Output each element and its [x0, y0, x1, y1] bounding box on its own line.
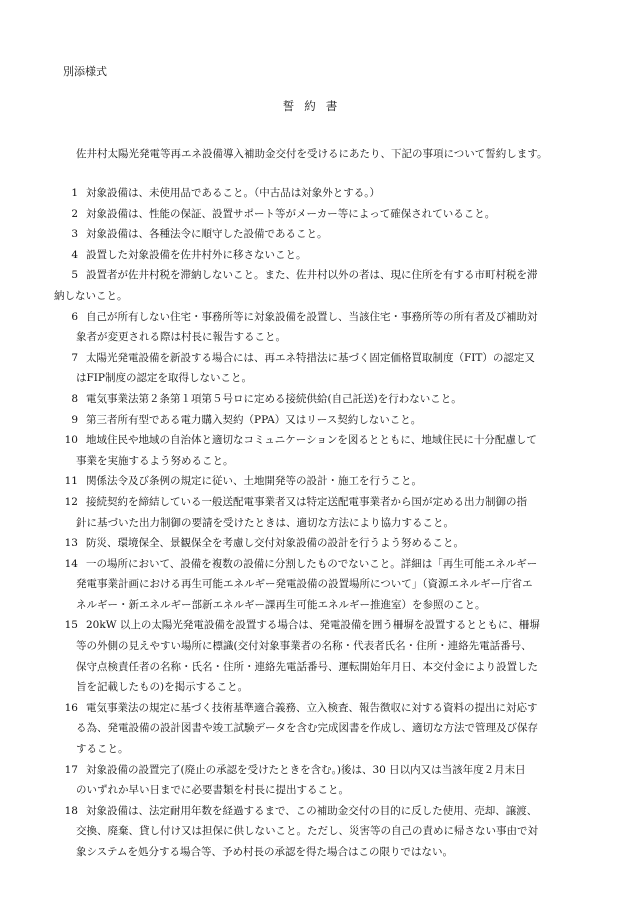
pledge-item — [62, 224, 592, 245]
intro-paragraph: 佐井村太陽光発電等再エネ設備導入補助金交付を受けるにあたり、下記の事項について誓約します。 — [76, 148, 548, 160]
pledge-item-number: 6 — [71, 310, 78, 323]
pledge-item-number: 9 — [71, 413, 78, 426]
pledge-item-text: 交換、廃棄、貸し付け又は担保に供しないこと。ただし、災害等の自己の責めに帰さない事由で対 — [76, 825, 538, 838]
pledge-item — [62, 430, 592, 471]
pledge-item-text: 一の場所において、設備を複数の設備に分割したものでないこと。詳細は「再生可能エネルギー — [86, 557, 538, 570]
pledge-item-text: 自己が所有しない住宅・事務所等に対象設備を設置し、当該住宅・事務所等の所有者及び補助対 — [86, 310, 538, 323]
pledge-item-text: 対象設備は、性能の保証、設置サポート等がメーカー等によって確保されていること。 — [86, 207, 496, 220]
pledge-item-text: 発電事業計画における再生可能エネルギー発電設備の設置場所について」（資源エネルギー庁省エ — [76, 578, 533, 591]
pledge-item-text: 対象設備は、法定耐用年数を経過するまで、この補助金交付の目的に反した使用、売却、譲渡、 — [86, 804, 538, 817]
pledge-item — [54, 265, 592, 306]
pledge-item — [62, 348, 592, 389]
pledge-item-text: はFIP制度の認定を取得しないこと。 — [76, 372, 252, 385]
pledge-item-number: 7 — [71, 351, 78, 364]
pledge-item — [62, 801, 592, 863]
pledge-item — [62, 615, 592, 697]
pledge-item — [62, 307, 592, 348]
pledge-item-text: 保守点検責任者の名称・氏名・住所・連絡先電話番号、運転開始年月日、本交付金により設置した — [76, 660, 538, 673]
pledge-item-number: 8 — [71, 392, 78, 405]
pledge-item-text: 旨を記載したもの)を掲示すること。 — [76, 681, 249, 694]
pledge-item-number: 14 — [64, 557, 78, 570]
pledge-item-text: 針に基づいた出力制御の要請を受けたときは、適切な方法により協力すること。 — [76, 516, 454, 529]
pledge-list — [54, 183, 592, 863]
pledge-item-text: 象システムを処分する場合等、予め村長の承認を得た場合はこの限りではない。 — [76, 846, 453, 858]
pledge-item-number: 12 — [64, 495, 78, 508]
pledge-item-number: 13 — [64, 537, 78, 550]
pledge-item — [62, 533, 592, 554]
pledge-item-text: 関係法令及び条例の規定に従い、土地開発等の設計・施工を行うこと。 — [86, 475, 422, 488]
pledge-item-text: のいずれか早い日までに必要書類を村長に提出すること。 — [76, 784, 349, 797]
pledge-item-number: 1 — [71, 187, 78, 199]
pledge-item-text: 対象設備の設置完了(廃止の承認を受けたときを含む。)後は、30 日以内又は当該年度２月末日 — [86, 763, 526, 776]
pledge-item-text: 電気事業法の規定に基づく技術基準適合義務、立入検査、報告徴収に対する資料の提出に対応す — [86, 701, 538, 714]
pledge-item-number: 17 — [64, 763, 78, 776]
pledge-item — [62, 492, 592, 533]
pledge-item-number: 3 — [71, 228, 78, 241]
pledge-item-text: る為、発電設備の設計図書や竣工試験データを含む完成図書を作成し、適切な方法で管理及び保存 — [76, 722, 538, 735]
pledge-item-text: 電気事業法第２条第１項第５号ロに定める接続供給(自己託送)を行わないこと。 — [86, 392, 462, 405]
pledge-item — [62, 410, 592, 431]
pledge-item-text: 防災、環境保全、景観保全を考慮し交付対象設備の設計を行うよう努めること。 — [86, 537, 464, 550]
pledge-item-text: 対象設備は、未使用品であること。（中古品は対象外とする。） — [86, 187, 380, 199]
pledge-item — [62, 471, 592, 492]
pledge-item — [62, 698, 592, 760]
pledge-item-text: ネルギー・新エネルギー部新エネルギー課再生可能エネルギー推進室）を参照のこと。 — [76, 598, 486, 611]
pledge-item-text: 接続契約を締結している一般送配電事業者又は特定送配電事業者から国が定める出力制御の指 — [86, 495, 527, 508]
pledge-item-text: 設置した対象設備を佐井村外に移さないこと。 — [86, 248, 307, 261]
pledge-item-text: 対象設備は、各種法令に順守した設備であること。 — [86, 228, 328, 241]
pledge-item-text: 第三者所有型である電力購入契約（PPA）又はリース契約しないこと。 — [86, 413, 422, 426]
attachment-label: 別添様式 — [63, 65, 107, 78]
pledge-item-number: 18 — [64, 804, 78, 817]
pledge-item-number: 16 — [64, 701, 78, 714]
pledge-item — [62, 183, 592, 204]
pledge-item-number: 11 — [64, 475, 78, 488]
pledge-item-text: 事業を実施するよう努めること。 — [76, 454, 234, 467]
pledge-item-text: 設置者が佐井村税を滞納しないこと。また、佐井村以外の者は、現に住所を有する市町村税を滞 — [86, 269, 538, 282]
pledge-item-number: 15 — [64, 619, 78, 632]
pledge-item-number: 10 — [64, 434, 78, 447]
pledge-item-text: 太陽光発電設備を新設する場合には、再エネ特措法に基づく固定価格買取制度（FIT）の認定又 — [86, 351, 535, 364]
pledge-item-number: 5 — [71, 269, 78, 282]
page-title: 誓約書 — [282, 99, 348, 113]
pledge-item-text: 等の外側の見えやすい場所に標識(交付対象事業者の名称・代表者氏名・住所・連絡先電話番号、 — [76, 640, 532, 653]
pledge-item-number: 2 — [71, 207, 78, 220]
pledge-item — [62, 554, 592, 616]
pledge-item — [62, 245, 592, 266]
pledge-item-text: すること。 — [76, 743, 129, 756]
pledge-item-text: 20kW 以上の太陽光発電設備を設置する場合は、発電設備を囲う柵塀を設置するとともに、柵塀 — [86, 619, 540, 632]
pledge-item-text: 納しないこと。 — [54, 289, 128, 302]
pledge-item — [62, 389, 592, 410]
pledge-item-text: 象者が変更される際は村長に報告すること。 — [76, 331, 286, 344]
pledge-item — [62, 760, 592, 801]
pledge-item-text: 地域住民や地域の自治体と適切なコミュニケーションを図るとともに、地域住民に十分配慮して — [86, 434, 537, 447]
pledge-item — [62, 204, 592, 225]
pledge-item-number: 4 — [71, 248, 78, 261]
